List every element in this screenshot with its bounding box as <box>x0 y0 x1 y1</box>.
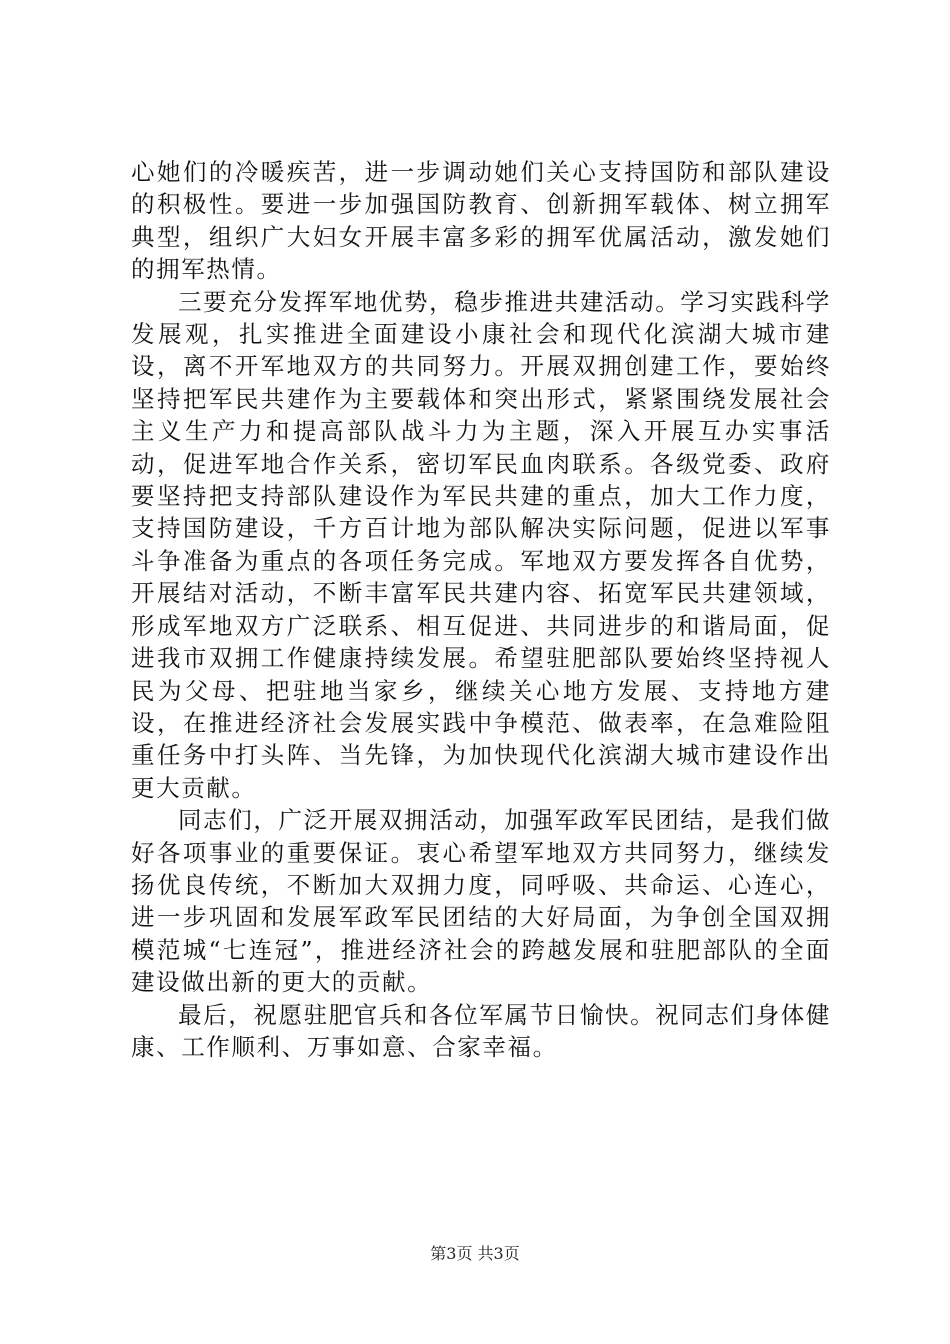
page-footer: 第3页 共3页 <box>430 1244 520 1263</box>
body-text <box>131 156 831 1063</box>
paragraph-1: 心她们的冷暖疾苦，进一步调动她们关心支持国防和部队建设的积极性。要进一步加强国防教育、创新拥军载体、树立拥军典型，组织广大妇女开展丰富多彩的拥军优属活动，激发她们的拥军热情。 <box>131 158 831 284</box>
paragraph-3: 同志们，广泛开展双拥活动，加强军政军民团结，是我们做好各项事业的重要保证。衷心希望军地双方共同努力，继续发扬优良传统，不断加大双拥力度，同呼吸、共命运、心连心，进一步巩固和发展军政军民团结的大好局面，为争创全国双拥模范城“七连冠”，推进经济社会的跨越发展和驻肥部队的全面建设做出新的更大的贡献。 <box>131 806 831 997</box>
paragraph-2: 三要充分发挥军地优势，稳步推进共建活动。学习实践科学发展观，扎实推进全面建设小康社会和现代化滨湖大城市建设，离不开军地双方的共同努力。开展双拥创建工作，要始终坚持把军民共建作为主要载体和突出形式，紧紧围绕发展社会主义生产力和提高部队战斗力为主题，深入开展互办实事活动，促进军地合作关系，密切军民血肉联系。各级党委、政府要坚持把支持部队建设作为军民共建的重点，加大工作力度，支持国防建设，千方百计地为部队解决实际问题，促进以军事斗争准备为重点的各项任务完成。军地双方要发挥各自优势，开展结对活动，不断丰富军民共建内容、拓宽军民共建领域，形成军地双方广泛联系、相互促进、共同进步的和谐局面，促进我市双拥工作健康持续发展。希望驻肥部队要始终坚持视人民为父母、把驻地当家乡，继续关心地方发展、支持地方建设，在推进经济社会发展实践中争模范、做表率，在急难险阻重任务中打头阵、当先锋，为加快现代化滨湖大城市建设作出更大贡献。 <box>131 287 831 802</box>
paragraph-4: 最后，祝愿驻肥官兵和各位军属节日愉快。祝同志们身体健康、工作顺利、万事如意、合家幸福。 <box>131 1000 831 1061</box>
